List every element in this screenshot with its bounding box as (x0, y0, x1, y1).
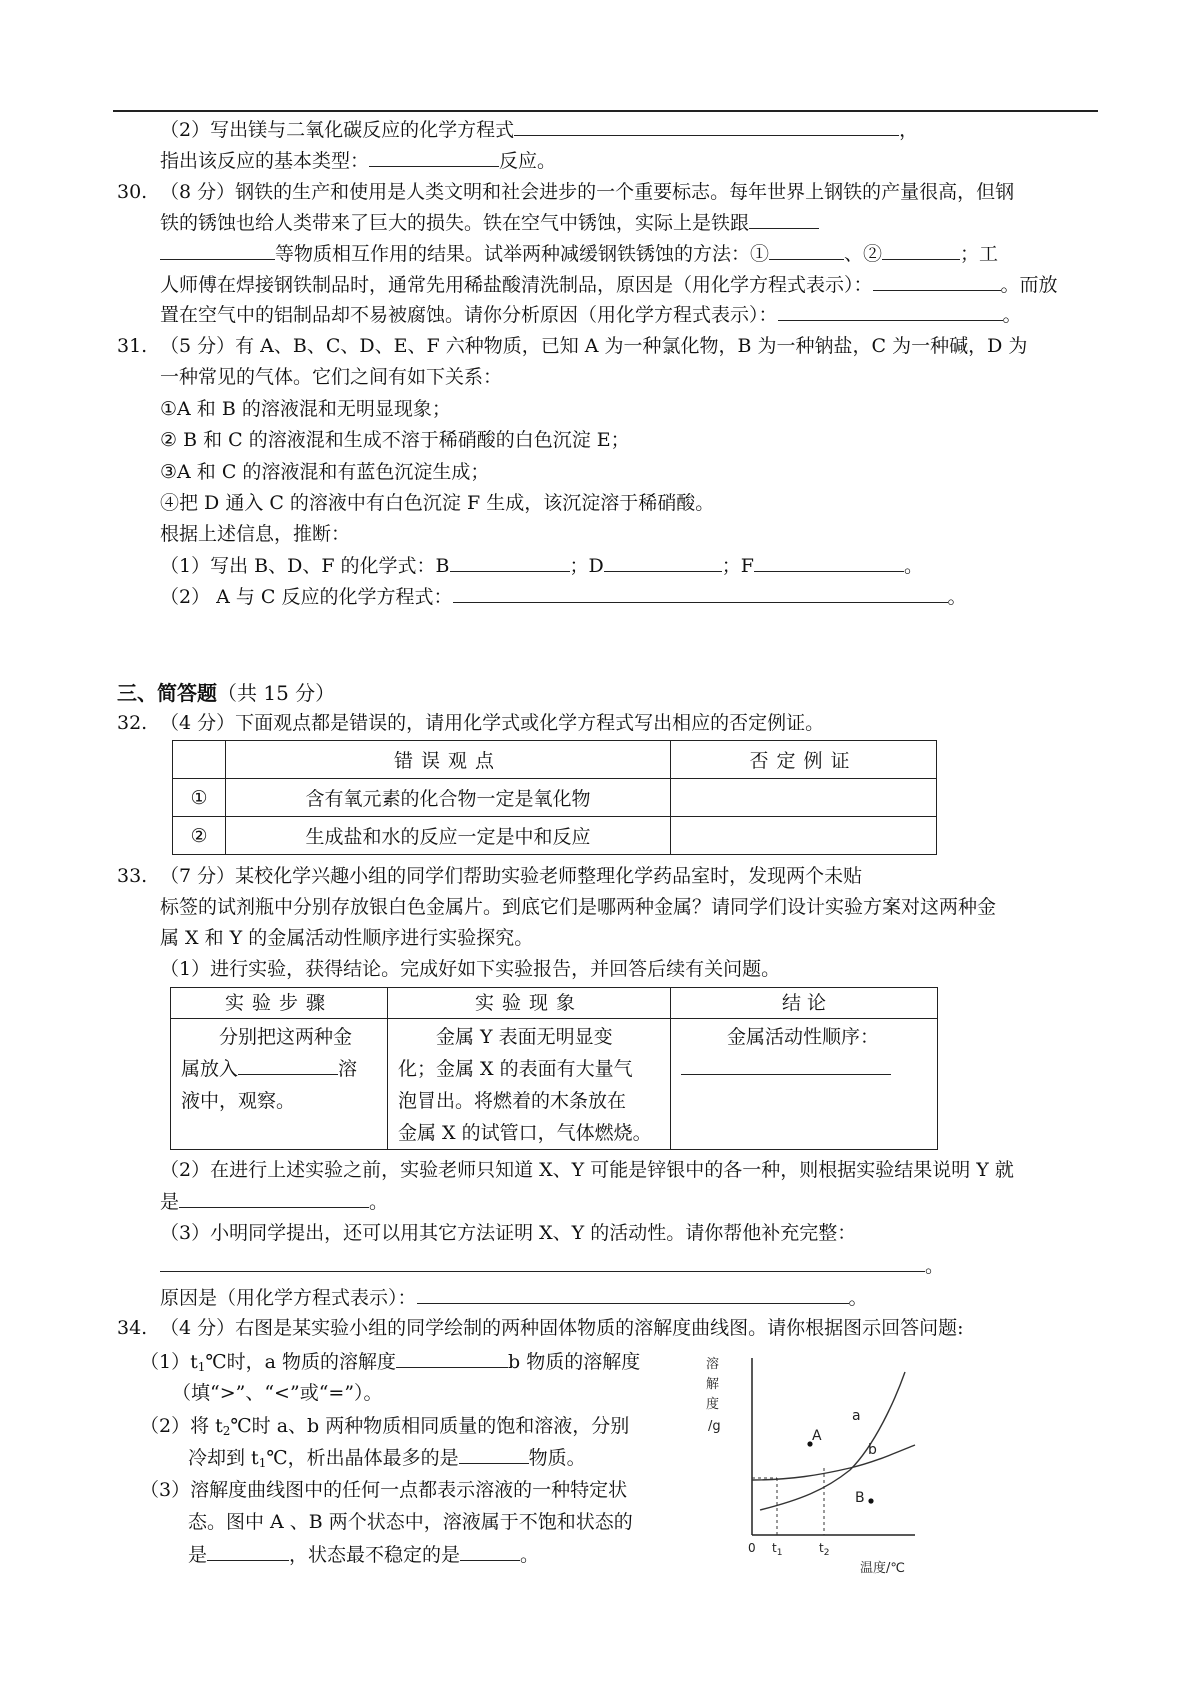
table-cell: 生成盐和水的反应一定是中和反应 (226, 817, 671, 855)
q34-text: （2）将 t (140, 1415, 223, 1437)
table-header-row (171, 988, 938, 1019)
q33-table (170, 987, 938, 1150)
q34-text: （4 分）右图是某实验小组的同学绘制的两种固体物质的溶解度曲线图。请你根据图示回答问题: (160, 1317, 964, 1339)
table-cell: 含有氧元素的化合物一定是氧化物 (226, 779, 671, 817)
q30-line3-mid: 、② (844, 243, 883, 265)
answer-blank[interactable] (778, 302, 1003, 321)
q31-number: 31. (117, 335, 148, 357)
answer-blank[interactable] (417, 1285, 849, 1304)
answer-blank[interactable] (453, 584, 948, 603)
q33-reason-end: 。 (848, 1287, 868, 1309)
q30-line3 (160, 241, 998, 266)
t2-label (819, 1541, 829, 1558)
answer-blank[interactable] (873, 272, 1001, 291)
curve-a-label: a (852, 1408, 861, 1424)
t2-subscript: 2 (823, 1548, 830, 1558)
table-header-cell (173, 741, 226, 779)
table-row (173, 817, 937, 855)
answer-cell[interactable] (671, 817, 937, 855)
conclusion-text: 金属活动性顺序： (727, 1026, 880, 1048)
q32-table (172, 740, 937, 855)
q34-text: 。 (520, 1544, 540, 1566)
q34-number: 34. (117, 1317, 148, 1339)
q33-sub2-line2 (160, 1189, 388, 1214)
answer-blank[interactable] (514, 117, 899, 136)
q30-number: 30. (117, 181, 148, 203)
q31-sub1-end: 。 (903, 555, 923, 577)
point-b-dot (868, 1498, 873, 1503)
table-header-cell: 结 论 (671, 988, 938, 1019)
q30-line1: （8 分）钢铁的生产和使用是人类文明和社会进步的一个重要标志。每年世界上钢铁的产量很高，但钢 (160, 181, 1015, 203)
subscript: 1 (197, 1360, 206, 1374)
answer-blank[interactable] (769, 241, 844, 260)
table-header-row (173, 741, 937, 779)
q33-sub2-line1: （2）在进行上述实验之前，实验老师只知道 X、Y 可能是锌银中的各一种，则根据实验结果说明 Y 就 (160, 1159, 1014, 1181)
table-header-cell: 实验现象 (388, 988, 671, 1019)
step-text-line2 (181, 1053, 381, 1085)
q29-punct: ， (899, 119, 919, 141)
q31-sub2-text: （2） A 与 C 反应的化学方程式： (160, 586, 453, 608)
phenomenon-text: 金属 Y 表面无明显变 (436, 1026, 613, 1048)
curve-a (760, 1372, 905, 1510)
q34-text: b 物质的溶解度 (508, 1351, 641, 1373)
q31-item: ② B 和 C 的溶液混和生成不溶于稀硝酸的白色沉淀 E； (160, 429, 630, 451)
answer-blank[interactable] (450, 553, 570, 572)
q31-item: ④把 D 通入 C 的溶液中有白色沉淀 F 生成，该沉淀溶于稀硝酸。 (160, 492, 715, 514)
curve-b (752, 1445, 915, 1480)
solubility-curve-graph (700, 1350, 950, 1580)
y-axis-label: /g (708, 1419, 721, 1434)
q31-sub2 (160, 584, 967, 609)
phenomenon-text: 泡冒出。将燃着的木条放在 (398, 1090, 627, 1112)
q34-text: 是 (188, 1544, 208, 1566)
table-row (173, 779, 937, 817)
q33-reason-text: 原因是（用化学方程式表示）： (160, 1287, 417, 1309)
x-axis-label: 温度/℃ (860, 1561, 905, 1576)
q30-line4-text: 人师傅在焊接钢铁制品时，通常先用稀盐酸清洗制品，原因是（用化学方程式表示）： (160, 274, 873, 296)
q31-line1: （5 分）有 A、B、C、D、E、F 六种物质，已知 A 为一种氯化物，B 为一种钠盐，C 为一种碱，D 为 (160, 335, 1028, 357)
q33-line3: 属 X 和 Y 的金属活动性顺序进行实验探究。 (160, 927, 534, 949)
answer-blank[interactable] (604, 553, 722, 572)
table-cell: ② (173, 817, 226, 855)
q34-sub3-line3 (188, 1542, 539, 1567)
answer-blank[interactable] (749, 210, 819, 229)
answer-blank[interactable] (460, 1542, 520, 1561)
q33-number: 33. (117, 865, 148, 887)
q30-line5-text: 置在空气中的铝制品却不易被腐蚀。请你分析原因（用化学方程式表示）： (160, 304, 778, 326)
q31-line2: 一种常见的气体。它们之间有如下关系： (160, 366, 503, 388)
answer-blank[interactable] (396, 1349, 508, 1368)
answer-blank[interactable] (238, 1056, 338, 1075)
q34-text: 冷却到 t (188, 1447, 259, 1469)
t1-subscript: 1 (776, 1548, 783, 1558)
subscript: 2 (222, 1424, 231, 1438)
q30-line2 (160, 210, 819, 235)
q33-sub1: （1）进行实验，获得结论。完成好如下实验报告，并回答后续有关问题。 (160, 958, 781, 980)
origin-label: 0 (748, 1541, 756, 1555)
answer-blank[interactable] (882, 241, 960, 260)
q31-sub1-f: ；F (721, 555, 754, 577)
point-b-label: B (855, 1490, 865, 1506)
q31-sub1-text: （1）写出 B、D、F 的化学式：B (160, 555, 450, 577)
t1-label (772, 1541, 782, 1558)
t1-text: t (772, 1541, 777, 1555)
q29-type-end: 反应。 (499, 150, 557, 172)
phenomenon-cell (388, 1019, 671, 1150)
q34-text: ℃时 a、b 两种物质相同质量的饱和溶液，分别 (230, 1415, 630, 1437)
q34-text: ，状态最不稳定的是 (289, 1544, 461, 1566)
q29-sub2-line2 (160, 148, 556, 173)
q34-sub3-line1: （3）溶解度曲线图中的任何一点都表示溶液的一种特定状 (140, 1479, 628, 1501)
q33-sub3: （3）小明同学提出，还可以用其它方法证明 X、Y 的活动性。请你帮他补充完整： (160, 1222, 857, 1244)
q31-item: ①A 和 B 的溶液混和无明显现象； (160, 398, 451, 420)
y-axis-label: 解 (706, 1377, 720, 1392)
q30-line5-end: 。 (1002, 304, 1022, 326)
q30-line2-text: 铁的锈蚀也给人类带来了巨大的损失。铁在空气中锈蚀，实际上是铁跟 (160, 212, 750, 234)
table-header-cell: 错误观点 (226, 741, 671, 779)
q34-sub2-line1 (140, 1414, 629, 1443)
q34-text: ℃，析出晶体最多的是 (266, 1447, 459, 1469)
q30-line5 (160, 302, 1022, 327)
conclusion-cell (671, 1019, 938, 1150)
section-heading (117, 677, 335, 706)
q34-text: 物质。 (528, 1447, 586, 1469)
q34-text: ℃时，a 物质的溶解度 (205, 1351, 396, 1373)
q33-line2: 标签的试剂瓶中分别存放银白色金属片。到底它们是哪两种金属？请同学们设计实验方案对这两种金 (160, 896, 997, 918)
step-text: 属放入 (181, 1058, 239, 1080)
q31-sub1-d: ；D (569, 555, 604, 577)
answer-blank[interactable] (459, 1445, 529, 1464)
q34-sub1-line2: （填“>”、“<”或“=”）。 (172, 1382, 383, 1404)
q33-sub2-end: 。 (369, 1191, 389, 1213)
answer-blank[interactable] (160, 1253, 925, 1272)
section-points: （共 15 分） (217, 681, 336, 705)
q30-line3-text: 等物质相互作用的结果。试举两种减缓钢铁锈蚀的方法：① (275, 243, 770, 265)
section-title: 三、简答题 (117, 681, 217, 705)
q34-sub2-line2 (188, 1445, 586, 1475)
q29-sub2-text: （2）写出镁与二氧化碳反应的化学方程式 (160, 119, 515, 141)
table-header-cell: 实验步骤 (171, 988, 388, 1019)
answer-blank[interactable] (754, 553, 904, 572)
q29-type-text: 指出该反应的基本类型： (160, 150, 370, 172)
q33-sub2-text: 是 (160, 1191, 180, 1213)
q31-sub2-end: 。 (947, 586, 967, 608)
q31-item: ③A 和 C 的溶液混和有蓝色沉淀生成； (160, 461, 490, 483)
q30-line3-end: ；工 (960, 243, 999, 265)
table-row (171, 1019, 938, 1150)
answer-blank[interactable] (369, 148, 499, 167)
answer-blank[interactable] (207, 1542, 289, 1561)
q32-number: 32. (117, 712, 148, 734)
q33-sub3-answer (160, 1253, 944, 1278)
q34-sub1-line1 (140, 1349, 640, 1379)
y-axis-label: 溶 (706, 1357, 720, 1372)
y-axis-label: 度 (706, 1397, 720, 1412)
q32-text: （4 分）下面观点都是错误的，请用化学式或化学方程式写出相应的否定例证。 (160, 712, 825, 734)
table-cell: ① (173, 779, 226, 817)
answer-blank[interactable] (160, 241, 275, 260)
q30-line4 (160, 272, 1058, 297)
step-text: 液中，观察。 (181, 1090, 296, 1112)
phenomenon-text: 化；金属 X 的表面有大量气 (398, 1058, 633, 1080)
t2-text: t (819, 1541, 824, 1555)
q31-sub1 (160, 553, 923, 578)
q33-reason (160, 1285, 868, 1310)
answer-blank[interactable] (681, 1056, 891, 1075)
curve-b-label: b (868, 1442, 877, 1458)
step-text: 分别把这两种金 (219, 1026, 353, 1048)
answer-cell[interactable] (671, 779, 937, 817)
table-header-cell: 否定例证 (671, 741, 937, 779)
phenomenon-text: 金属 X 的试管口，气体燃烧。 (398, 1122, 652, 1144)
point-a-label: A (812, 1428, 822, 1444)
q33-sub3-end: 。 (925, 1255, 945, 1277)
answer-blank[interactable] (179, 1189, 369, 1208)
q34-text: （1）t (140, 1351, 198, 1373)
step-cell (171, 1019, 388, 1150)
top-rule (113, 110, 1098, 112)
step-text: 溶 (338, 1058, 358, 1080)
subscript: 1 (258, 1456, 267, 1470)
q31-infer: 根据上述信息，推断： (160, 523, 351, 545)
q34-sub3-line2: 态。图中 A 、B 两个状态中，溶液属于不饱和状态的 (188, 1511, 633, 1533)
q29-sub2-line1 (160, 117, 918, 142)
q33-line1: （7 分）某校化学兴趣小组的同学们帮助实验老师整理化学药品室时，发现两个未贴 (160, 865, 863, 887)
q30-line4-end: 。而放 (1000, 274, 1058, 296)
